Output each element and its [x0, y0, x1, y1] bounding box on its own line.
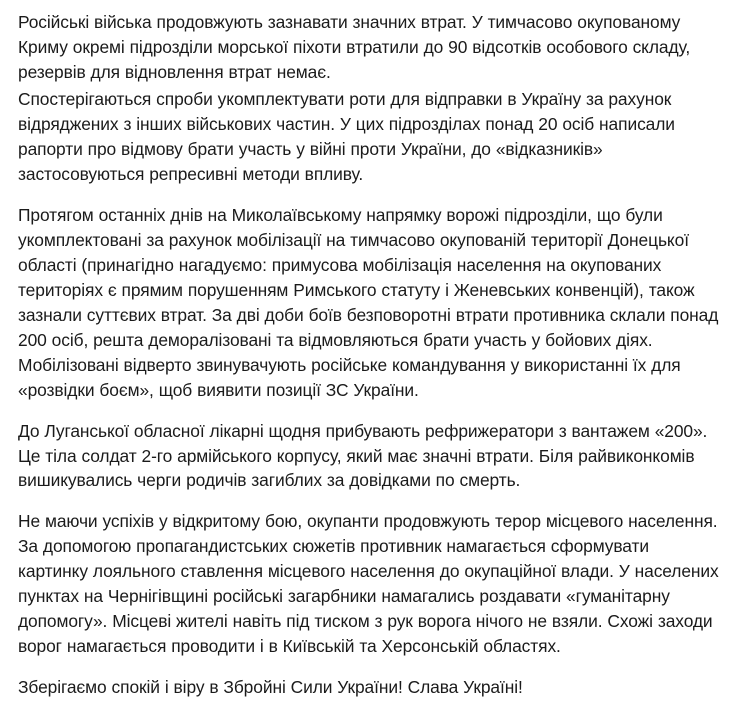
article-body	[18, 10, 721, 700]
paragraph-2: Спостерігаються спроби укомплектувати роти для відправки в Україну за рахунок відряджених з інших військових частин. У цих підрозділах понад 20 осіб написали рапорти про відмову брати участь у війні проти України, до «відказників» застосовуються репресивні методи впливу.	[18, 88, 675, 184]
paragraph-5: Не маючи успіхів у відкритому бою, окупанти продовжують терор місцевого населення. За допомогою пропагандистських сюжетів противник намагається сформувати картинку лояльного ставлення місцевого населення до окупаційної влади. У населених пунктах на Чернігівщині російські загарбники намагались роздавати «гуманітарну допомогу». Місцеві жителі навіть під тиском з рук ворога нічого не взяли. Схожі заходи ворог намагається проводити і в Київській та Херсонській областях.	[18, 511, 719, 657]
paragraph-1: Російські війська продовжують зазнавати значних втрат. У тимчасово окупованому Криму окремі підрозділи морської піхоти втратили до 90 відсотків особового складу, резервів для відновлення втрат немає.	[18, 12, 691, 82]
paragraph-6: Зберігаємо спокій і віру в Збройні Сили України! Слава Україні!	[18, 677, 523, 698]
paragraph-3: Протягом останніх днів на Миколаївському напрямку ворожі підрозділи, що були укомплектовані за рахунок мобілізації на тимчасово окупованій території Донецької області (принагідно нагадуємо: примусова мобілізація населення на окупованих територіях є прямим порушенням Римського статуту і Женевських конвенцій), також зазнали суттєвих втрат. За дві доби боїв безповоротні втрати противника склали понад 200 осіб, решта деморалізовані та відмовляються брати участь у бойових діях. Мобілізовані відверто звинувачують російське командування у використанні їх для «розвідки боєм», щоб виявити позиції ЗС України.	[18, 204, 719, 400]
paragraph-4: До Луганської обласної лікарні щодня прибувають рефрижератори з вантажем «200». Це тіла солдат 2-го армійського корпусу, який має значні втрати. Біля райвиконкомів вишикувались черги родичів загиблих за довідками по смерть.	[18, 420, 708, 491]
